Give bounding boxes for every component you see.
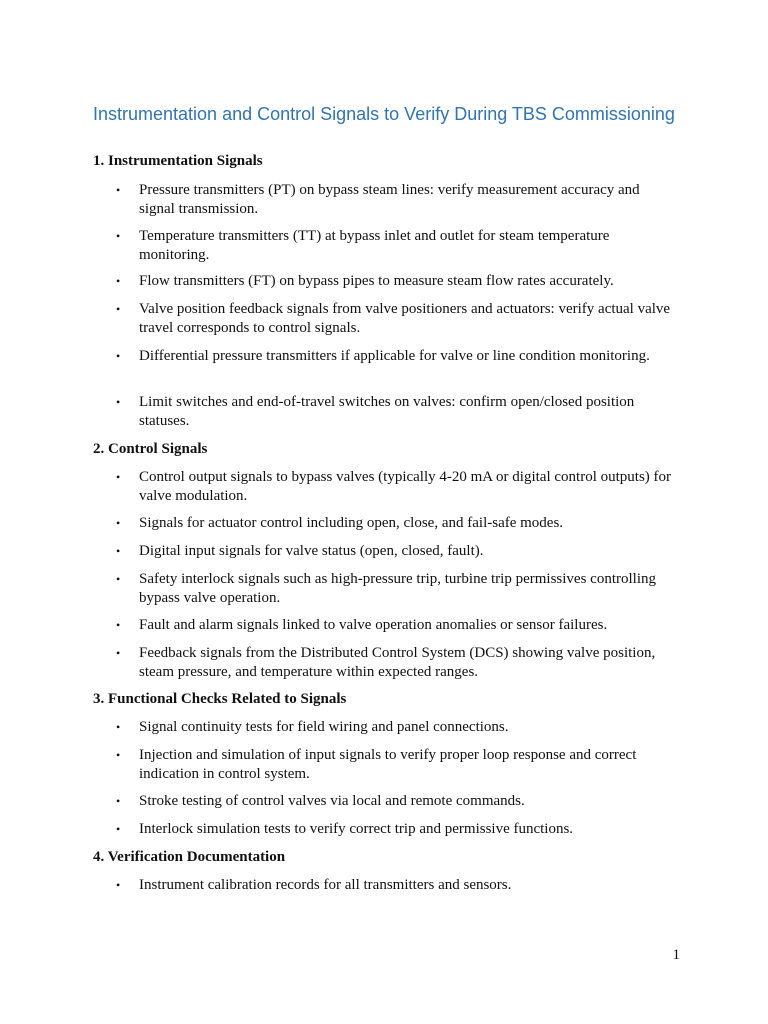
list-item bbox=[116, 468, 676, 505]
list-item-text: Control output signals to bypass valves (typically 4-20 mA or digital control outputs) for valve modulation. bbox=[139, 469, 672, 504]
list-item-text: Pressure transmitters (PT) on bypass steam lines: verify measurement accuracy and signal transmission. bbox=[139, 182, 640, 217]
list-item-text: Instrument calibration records for all transmitters and sensors. bbox=[139, 877, 512, 893]
section-heading-instrumentation-signals: 1. Instrumentation Signals bbox=[93, 153, 263, 169]
list-item-text: Signals for actuator control including open, close, and fail-safe modes. bbox=[139, 515, 564, 531]
page-title: Instrumentation and Control Signals to Verify During TBS Commissioning bbox=[93, 104, 675, 124]
page-number: 1 bbox=[672, 947, 680, 963]
list-item-text: Limit switches and end-of-travel switches on valves: confirm open/closed position statuses. bbox=[139, 394, 635, 429]
bullet-icon: • bbox=[116, 349, 121, 363]
bullet-icon: • bbox=[116, 720, 121, 734]
bullet-icon: • bbox=[116, 470, 121, 484]
section-heading-functional-checks: 3. Functional Checks Related to Signals bbox=[93, 691, 347, 707]
list-item bbox=[116, 514, 676, 533]
bullet-icon: • bbox=[116, 544, 121, 558]
list-item-text: Stroke testing of control valves via local and remote commands. bbox=[139, 793, 525, 809]
list-item-text: Safety interlock signals such as high-pressure trip, turbine trip permissives controlling bypass valve operation. bbox=[139, 571, 656, 606]
list-item bbox=[116, 746, 676, 783]
list-item bbox=[116, 272, 676, 291]
list-item bbox=[116, 300, 676, 337]
list-item-text: Flow transmitters (FT) on bypass pipes to measure steam flow rates accurately. bbox=[139, 273, 614, 289]
bullet-icon: • bbox=[116, 572, 121, 586]
list-item bbox=[116, 718, 676, 737]
section-heading-control-signals: 2. Control Signals bbox=[93, 441, 208, 457]
list-item bbox=[116, 644, 676, 681]
list-item-text: Differential pressure transmitters if applicable for valve or line condition monitoring. bbox=[139, 348, 650, 364]
bullet-icon: • bbox=[116, 794, 121, 808]
list-item bbox=[116, 393, 676, 430]
bullet-icon: • bbox=[116, 274, 121, 288]
list-item-text: Fault and alarm signals linked to valve operation anomalies or sensor failures. bbox=[139, 617, 608, 633]
list-item-text: Feedback signals from the Distributed Control System (DCS) showing valve position, steam pressure, and temperature within expected ranges. bbox=[139, 645, 656, 680]
bullet-icon: • bbox=[116, 229, 121, 243]
section-heading-verification-documentation: 4. Verification Documentation bbox=[93, 849, 286, 865]
list-item bbox=[116, 227, 676, 264]
list-item bbox=[116, 542, 676, 561]
bullet-icon: • bbox=[116, 395, 121, 409]
list-item bbox=[116, 347, 676, 366]
list-item-text: Interlock simulation tests to verify correct trip and permissive functions. bbox=[139, 821, 574, 837]
list-item bbox=[116, 792, 676, 811]
list-item bbox=[116, 616, 676, 635]
list-item-text: Injection and simulation of input signals to verify proper loop response and correct indication in control system. bbox=[139, 747, 637, 782]
bullet-icon: • bbox=[116, 822, 121, 836]
list-item-text: Valve position feedback signals from valve positioners and actuators: verify actual valve travel corresponds to control signals. bbox=[139, 301, 671, 336]
bullet-icon: • bbox=[116, 748, 121, 762]
list-item bbox=[116, 181, 676, 218]
list-item-text: Temperature transmitters (TT) at bypass inlet and outlet for steam temperature monitoring. bbox=[139, 228, 610, 263]
list-item-text: Signal continuity tests for field wiring and panel connections. bbox=[139, 719, 509, 735]
bullet-icon: • bbox=[116, 302, 121, 316]
list-item-text: Digital input signals for valve status (open, closed, fault). bbox=[139, 543, 484, 559]
bullet-icon: • bbox=[116, 878, 121, 892]
bullet-icon: • bbox=[116, 618, 121, 632]
bullet-icon: • bbox=[116, 516, 121, 530]
bullet-icon: • bbox=[116, 183, 121, 197]
bullet-icon: • bbox=[116, 646, 121, 660]
list-item bbox=[116, 876, 676, 895]
list-item bbox=[116, 570, 676, 607]
list-item bbox=[116, 820, 676, 839]
